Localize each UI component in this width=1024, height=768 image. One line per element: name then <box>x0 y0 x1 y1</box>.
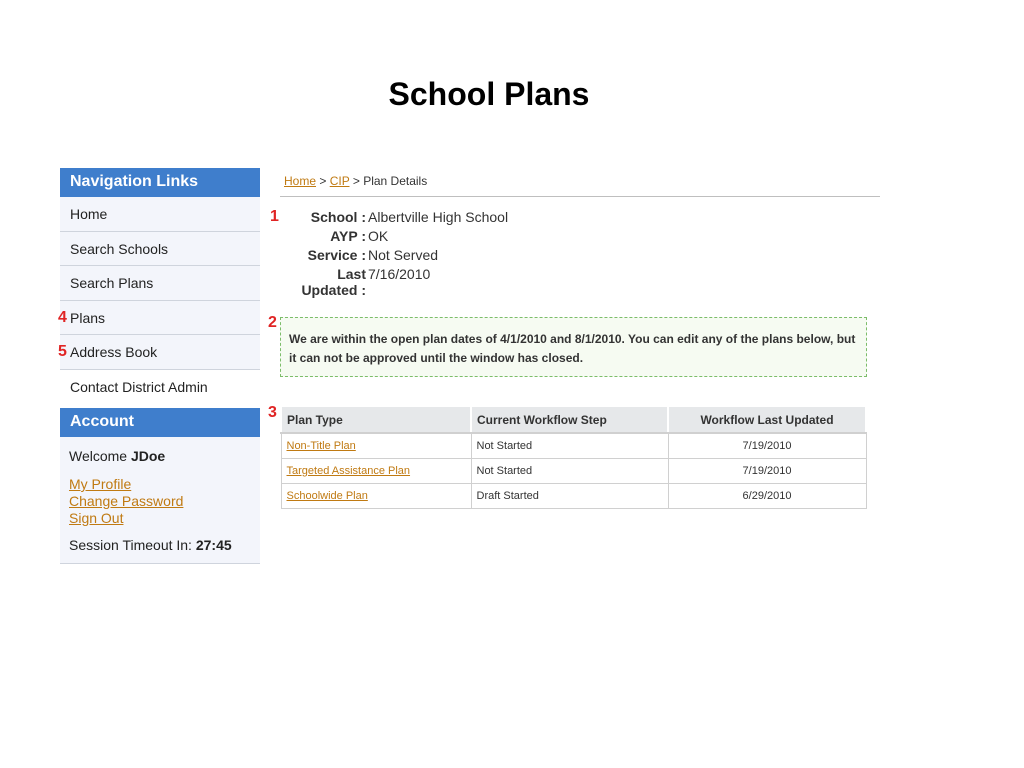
account-panel <box>60 437 260 564</box>
plan-link[interactable]: Non-Title Plan <box>286 439 356 452</box>
welcome-prefix: Welcome <box>69 448 128 464</box>
table-row <box>281 433 866 458</box>
plan-type-cell <box>281 458 471 483</box>
breadcrumb-separator: > <box>316 174 330 188</box>
nav-item-label: Contact District Admin <box>70 378 208 395</box>
breadcrumb <box>280 168 880 197</box>
nav-item-home[interactable] <box>60 197 260 232</box>
breadcrumb-home-link[interactable]: Home <box>284 174 317 188</box>
plan-window-notice: We are within the open plan dates of 4/1/2010 and 8/1/2010. You can edit any of the plans below, but it can not be approved until the window has closed. <box>280 317 867 377</box>
detail-key: Service : <box>307 247 366 263</box>
plan-type-cell <box>281 483 471 508</box>
detail-key: Last Updated : <box>301 266 366 298</box>
main-content <box>268 168 880 502</box>
column-header-workflow-step[interactable]: Current Workflow Step <box>471 406 668 433</box>
sidebar <box>60 168 260 564</box>
nav-heading: Navigation Links <box>60 168 260 197</box>
plans-table <box>280 405 867 509</box>
sign-out-link[interactable]: Sign Out <box>69 510 124 526</box>
slide-title: School Plans <box>388 76 590 112</box>
nav-item-label: Plans <box>70 309 106 326</box>
nav-item-search-schools[interactable] <box>60 232 260 267</box>
detail-key: AYP : <box>330 228 366 244</box>
workflow-step-cell: Not Started <box>471 458 668 483</box>
school-details <box>280 209 880 298</box>
breadcrumb-separator: > <box>349 174 364 188</box>
nav-item-label: Home <box>70 206 108 222</box>
plan-type-cell <box>281 433 471 458</box>
welcome-message <box>69 448 251 464</box>
detail-row-ayp <box>280 228 880 247</box>
session-timeout-label: Session Timeout In: <box>69 537 192 553</box>
column-header-last-updated[interactable]: Workflow Last Updated <box>668 406 866 433</box>
detail-value: Not Served <box>368 247 439 263</box>
detail-value: Albertville High School <box>368 209 509 225</box>
callout-number: 2 <box>268 314 277 331</box>
plan-link[interactable]: Targeted Assistance Plan <box>286 464 411 477</box>
username: JDoe <box>130 448 166 464</box>
change-password-link[interactable]: Change Password <box>69 493 184 509</box>
callout-number: 3 <box>268 404 277 421</box>
last-updated-cell: 6/29/2010 <box>668 483 866 508</box>
last-updated-cell: 7/19/2010 <box>668 458 866 483</box>
nav-item-label: Search Schools <box>70 240 169 257</box>
detail-value: OK <box>368 228 389 244</box>
nav-item-search-plans[interactable] <box>60 266 260 301</box>
table-row <box>281 458 866 483</box>
last-updated-cell: 7/19/2010 <box>668 433 866 458</box>
detail-key: School : <box>310 209 366 225</box>
detail-row-school <box>280 209 880 228</box>
nav-item-plans[interactable] <box>60 301 260 336</box>
session-timeout <box>69 537 251 553</box>
callout-number: 1 <box>270 208 279 225</box>
breadcrumb-cip-link[interactable]: CIP <box>329 174 350 188</box>
account-heading: Account <box>60 408 260 437</box>
detail-value: 7/16/2010 <box>368 266 431 282</box>
plan-link[interactable]: Schoolwide Plan <box>286 489 368 502</box>
breadcrumb-current: Plan Details <box>363 174 428 188</box>
workflow-step-cell: Not Started <box>471 433 668 458</box>
my-profile-link[interactable]: My Profile <box>69 476 132 492</box>
nav-item-label: Address Book <box>70 344 158 360</box>
detail-row-last-updated <box>280 266 880 298</box>
nav-item-address-book[interactable] <box>60 335 260 370</box>
callout-number: 4 <box>58 308 67 326</box>
column-header-plan-type[interactable]: Plan Type <box>281 406 471 433</box>
callout-number: 5 <box>58 343 67 360</box>
detail-row-service <box>280 247 880 266</box>
workflow-step-cell: Draft Started <box>471 483 668 508</box>
table-row <box>281 483 866 508</box>
table-header-row <box>281 406 866 433</box>
session-timeout-value: 27:45 <box>195 537 232 553</box>
nav-item-label: Search Plans <box>70 275 154 291</box>
nav-item-contact-district-admin[interactable] <box>60 370 260 405</box>
